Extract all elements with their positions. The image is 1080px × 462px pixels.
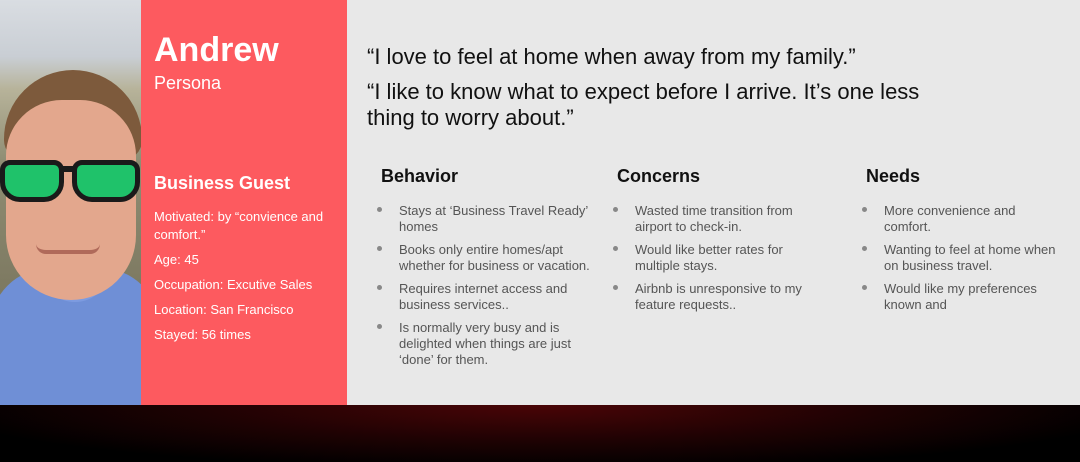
list-item-text: Requires internet access and business services.. xyxy=(399,281,568,312)
needs-section xyxy=(866,165,1066,320)
persona-role: Persona xyxy=(154,73,222,93)
list-item xyxy=(377,320,607,368)
fact-age: Age: 45 xyxy=(154,252,199,267)
list-item xyxy=(613,203,817,235)
photo-sunglasses-bridge xyxy=(60,166,76,172)
list-item-text: Is normally very busy and is delighted when things are just ‘done’ for them. xyxy=(399,320,572,367)
needs-list xyxy=(862,203,1066,313)
list-item-text: Would like my preferences known and xyxy=(884,281,1037,312)
fact-stayed: Stayed: 56 times xyxy=(154,327,251,342)
photo-mouth xyxy=(36,244,100,254)
photo-sunglasses-right xyxy=(72,160,140,202)
footer-shadow xyxy=(0,405,1080,462)
list-item xyxy=(862,242,1066,274)
behavior-title: Behavior xyxy=(381,166,459,186)
list-item-text: Wasted time transition from airport to check-in. xyxy=(635,203,793,234)
bullet-dot-icon xyxy=(377,324,382,329)
persona-guest-type: Business Guest xyxy=(154,173,291,193)
list-item xyxy=(613,242,817,274)
persona-name: Andrew xyxy=(154,31,279,69)
list-item-text: Books only entire homes/apt whether for business or vacation. xyxy=(399,242,590,273)
bullet-dot-icon xyxy=(377,246,382,251)
persona-facts xyxy=(154,208,347,344)
bullet-dot-icon xyxy=(377,207,382,212)
bullet-dot-icon xyxy=(613,207,618,212)
list-item xyxy=(377,242,607,274)
bullet-dot-icon xyxy=(377,285,382,290)
fact-location: Location: San Francisco xyxy=(154,302,294,317)
quote-1: “I love to feel at home when away from my family.” xyxy=(367,44,856,69)
bullet-dot-icon xyxy=(613,285,618,290)
list-item xyxy=(377,281,607,313)
bullet-dot-icon xyxy=(613,246,618,251)
list-item xyxy=(377,203,607,235)
persona-details-panel xyxy=(347,0,1080,405)
persona-photo xyxy=(0,0,141,405)
behavior-section xyxy=(381,165,611,375)
list-item-text: Airbnb is unresponsive to my feature requests.. xyxy=(635,281,802,312)
concerns-list xyxy=(613,203,817,313)
behavior-list xyxy=(377,203,611,368)
bullet-dot-icon xyxy=(862,285,867,290)
concerns-title: Concerns xyxy=(617,166,701,186)
bullet-dot-icon xyxy=(862,207,867,212)
list-item xyxy=(862,203,1066,235)
photo-sunglasses-left xyxy=(0,160,64,202)
quote-2: “I like to know what to expect before I arrive. It’s one less thing to worry about.” xyxy=(367,79,920,130)
list-item xyxy=(613,281,817,313)
bullet-dot-icon xyxy=(862,246,867,251)
list-item xyxy=(862,281,1066,313)
needs-title: Needs xyxy=(866,166,921,186)
list-item-text: Would like better rates for multiple stays. xyxy=(635,242,783,273)
list-item-text: Wanting to feel at home when on business travel. xyxy=(884,242,1056,273)
list-item-text: More convenience and comfort. xyxy=(884,203,1016,234)
persona-info-panel xyxy=(141,0,347,405)
fact-occupation: Occupation: Excutive Sales xyxy=(154,277,313,292)
fact-motivation: Motivated: by “convience and comfort.” xyxy=(154,209,324,242)
concerns-section xyxy=(617,165,817,320)
list-item-text: Stays at ‘Business Travel Ready’ homes xyxy=(399,203,588,234)
